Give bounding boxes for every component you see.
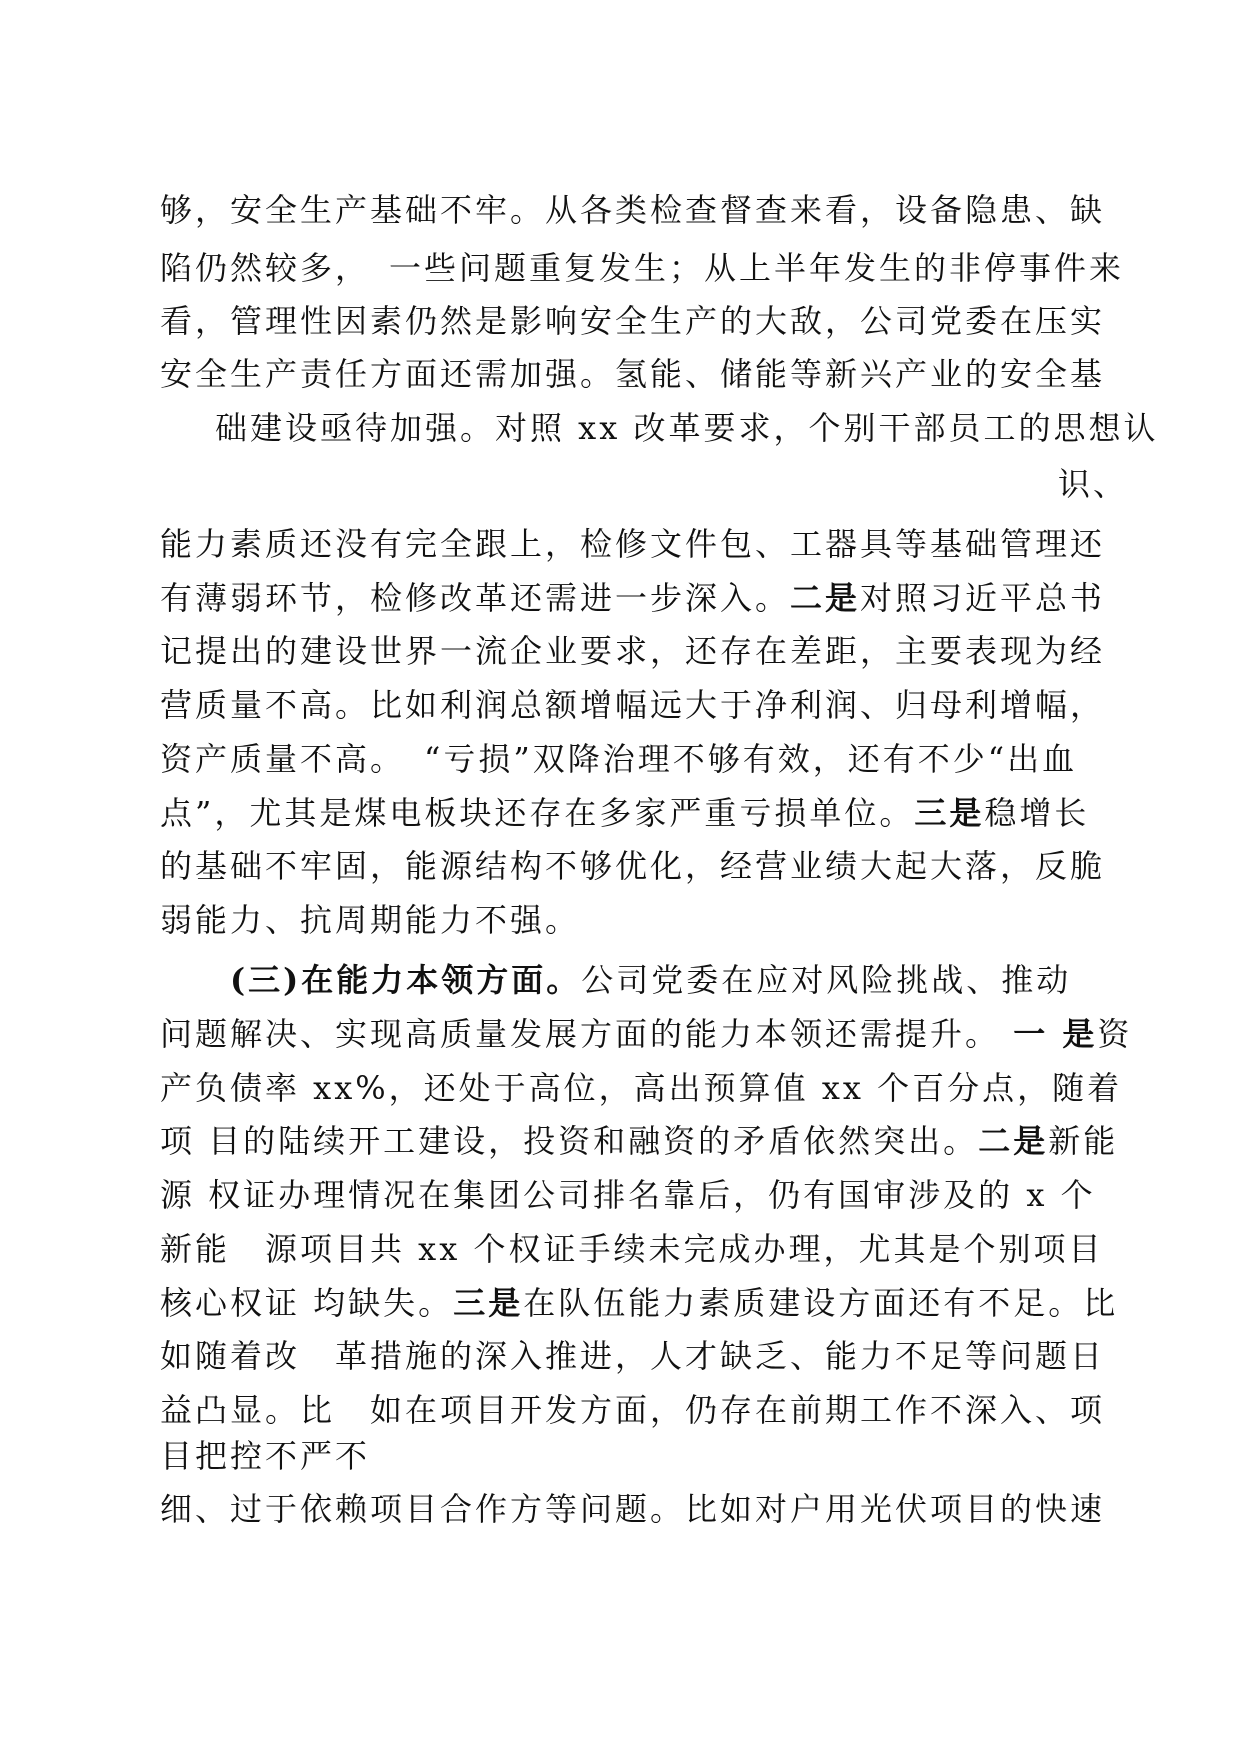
text-segment: 新能 [1048, 1122, 1119, 1160]
text-segment: 记提出的建设世界一流企业要求，还存在差距，主要表现为经 [160, 632, 1106, 670]
text-line [160, 301, 1105, 341]
text-line [230, 960, 1071, 1000]
text-line [1058, 464, 1128, 504]
text-segment: 对照习近平总书 [860, 579, 1106, 617]
text-segment: 够，安全生产基础不牢。从各类检查督查来看，设备隐患、缺 [160, 191, 1106, 229]
bold-text-segment: 一 是 [1013, 1015, 1098, 1053]
bold-text-segment: 二是 [978, 1122, 1049, 1160]
text-line [160, 1336, 1105, 1376]
text-line [160, 631, 1105, 671]
text-line [160, 524, 1105, 564]
text-line [160, 578, 1105, 618]
text-segment: 识、 [1058, 465, 1129, 503]
text-segment: 源 权证办理情况在集团公司排名靠后，仍有国审涉及的 x 个 [160, 1176, 1096, 1214]
text-line [160, 1436, 370, 1476]
text-segment: 问题解决、实现高质量发展方面的能力本领还需提升。 [160, 1015, 1014, 1053]
text-segment: 看，管理性因素仍然是影响安全生产的大敌，公司党委在压实 [160, 302, 1106, 340]
text-line [160, 1068, 1122, 1108]
text-segment: 新能 源项目共 xx 个权证手续未完成办理，尤其是个别项目 [160, 1230, 1104, 1268]
text-segment: 础建设亟待加强。对照 xx 改革要求，个别干部员工的思想认 [215, 409, 1159, 447]
text-line [215, 408, 1158, 448]
text-segment: 产负债率 xx%，还处于高位，高出预算值 xx 个百分点，随着 [160, 1069, 1123, 1107]
text-line [160, 685, 1105, 725]
bold-text-segment: (三)在能力本领方面。 [230, 961, 582, 999]
text-segment: 益凸显。比 如在项目开发方面，仍存在前期工作不深入、项 [160, 1391, 1106, 1429]
text-segment: 的基础不牢固，能源结构不够优化，经营业绩大起大落，反脆 [160, 847, 1106, 885]
text-segment: 资产质量不高。 “亏损”双降治理不够有效，还有不少“出血 [160, 740, 1078, 778]
text-line [160, 1283, 1118, 1323]
text-segment: 核心权证 均缺失。 [160, 1284, 454, 1322]
text-segment: 有薄弱环节，检修改革还需进一步深入。 [160, 579, 791, 617]
text-line [160, 354, 1105, 394]
text-segment: 目把控不严不 [160, 1437, 371, 1475]
text-segment: 项 目的陆续开工建设，投资和融资的矛盾依然突出。 [160, 1122, 979, 1160]
text-segment: 营质量不高。比如利润总额增幅远大于净利润、归母利增幅， [160, 686, 1106, 724]
text-segment: 点”，尤其是煤电板块还存在多家严重亏损单位。 [160, 794, 915, 832]
bold-text-segment: 三是 [914, 794, 985, 832]
text-line [160, 1390, 1105, 1430]
text-line [160, 1121, 1118, 1161]
text-line [160, 1489, 1105, 1529]
text-line [160, 1175, 1096, 1215]
text-segment: 公司党委在应对风险挑战、推动 [581, 961, 1072, 999]
text-segment: 安全生产责任方面还需加强。氢能、储能等新兴产业的安全基 [160, 355, 1106, 393]
text-segment: 稳增长 [984, 794, 1090, 832]
text-segment: 弱能力、抗周期能力不强。 [160, 901, 581, 939]
text-line [160, 190, 1105, 230]
text-segment: 在队伍能力素质建设方面还有不足。比 [523, 1284, 1119, 1322]
text-segment: 资 [1097, 1015, 1133, 1053]
text-segment: 如随着改 革措施的深入推进，人才缺乏、能力不足等问题日 [160, 1337, 1106, 1375]
text-line [160, 248, 1124, 288]
text-segment: 细、过于依赖项目合作方等问题。比如对户用光伏项目的快速 [160, 1490, 1106, 1528]
text-line [160, 900, 580, 940]
bold-text-segment: 二是 [790, 579, 861, 617]
text-line [160, 739, 1077, 779]
text-line [160, 793, 1089, 833]
bold-text-segment: 三是 [453, 1284, 524, 1322]
text-segment: 陷仍然较多， 一些问题重复发生；从上半年发生的非停事件来 [160, 249, 1125, 287]
text-segment: 能力素质还没有完全跟上，检修文件包、工器具等基础管理还 [160, 525, 1106, 563]
text-line [160, 1014, 1132, 1054]
text-line [160, 1229, 1103, 1269]
text-line [160, 846, 1105, 886]
